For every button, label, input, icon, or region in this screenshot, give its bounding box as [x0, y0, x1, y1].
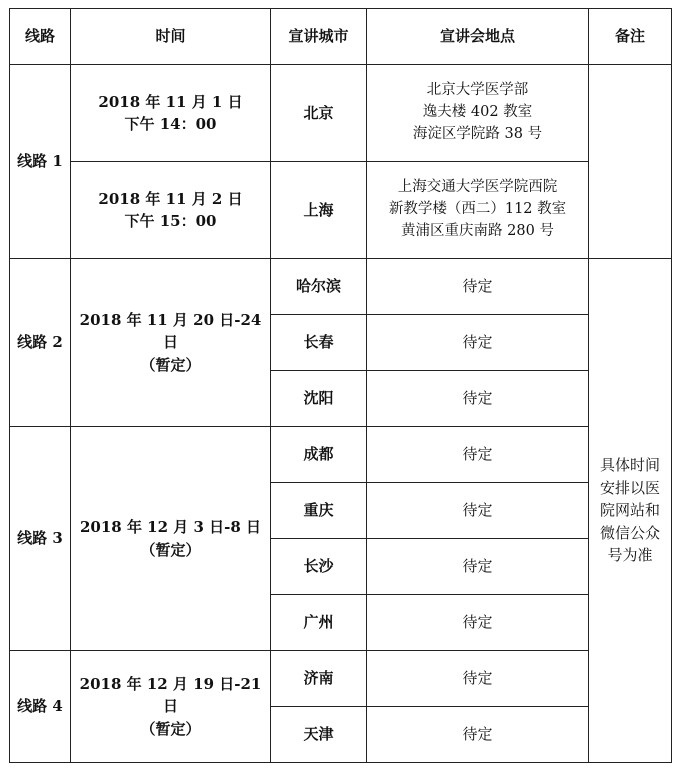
route-2-city-1: 哈尔滨: [271, 259, 367, 315]
route-2-location-2: 待定: [367, 315, 589, 371]
table-row: [10, 651, 672, 707]
route-1-session-1-location: 北京大学医学部 逸夫楼 402 教室 海淀区学院路 38 号: [367, 65, 589, 162]
header-note: 备注: [589, 9, 672, 65]
route-3-time: 2018 年 12 月 3 日-8 日 （暂定）: [71, 427, 271, 651]
route-3-location-3: 待定: [367, 539, 589, 595]
route-2-time: 2018 年 11 月 20 日-24 日 （暂定）: [71, 259, 271, 427]
route-3-name: 线路 3: [10, 427, 71, 651]
route-4-location-1: 待定: [367, 651, 589, 707]
header-route: 线路: [10, 9, 71, 65]
route-4-location-2: 待定: [367, 707, 589, 763]
route-3-city-3: 长沙: [271, 539, 367, 595]
route-2-name: 线路 2: [10, 259, 71, 427]
header-city: 宣讲城市: [271, 9, 367, 65]
route-1-name: 线路 1: [10, 65, 71, 259]
route-2-location-3: 待定: [367, 371, 589, 427]
route-1-session-2-location: 上海交通大学医学院西院 新教学楼（西二）112 教室 黄浦区重庆南路 280 号: [367, 162, 589, 259]
schedule-table: [9, 8, 672, 763]
header-location: 宣讲会地点: [367, 9, 589, 65]
remarks-note: 具体时间 安排以医 院网站和 微信公众 号为准: [589, 259, 672, 763]
route-4-name: 线路 4: [10, 651, 71, 763]
route-2-city-2: 长春: [271, 315, 367, 371]
route-1-session-1-time: 2018 年 11 月 1 日 下午 14：00: [71, 65, 271, 162]
route-3-location-1: 待定: [367, 427, 589, 483]
route-2-location-1: 待定: [367, 259, 589, 315]
route-4-city-1: 济南: [271, 651, 367, 707]
route-2-city-3: 沈阳: [271, 371, 367, 427]
route-3-location-2: 待定: [367, 483, 589, 539]
route-3-location-4: 待定: [367, 595, 589, 651]
route-1-session-2-city: 上海: [271, 162, 367, 259]
route-4-time: 2018 年 12 月 19 日-21 日 （暂定）: [71, 651, 271, 763]
route-4-city-2: 天津: [271, 707, 367, 763]
route-1-session-1-city: 北京: [271, 65, 367, 162]
route-1-session-2-time: 2018 年 11 月 2 日 下午 15：00: [71, 162, 271, 259]
table-row: [10, 259, 672, 315]
route-3-city-4: 广州: [271, 595, 367, 651]
table-row: [10, 65, 672, 162]
route-1-note: [589, 65, 672, 259]
header-time: 时间: [71, 9, 271, 65]
table-row: [10, 162, 672, 259]
table-row: [10, 427, 672, 483]
route-3-city-2: 重庆: [271, 483, 367, 539]
route-3-city-1: 成都: [271, 427, 367, 483]
header-row: [10, 9, 672, 65]
